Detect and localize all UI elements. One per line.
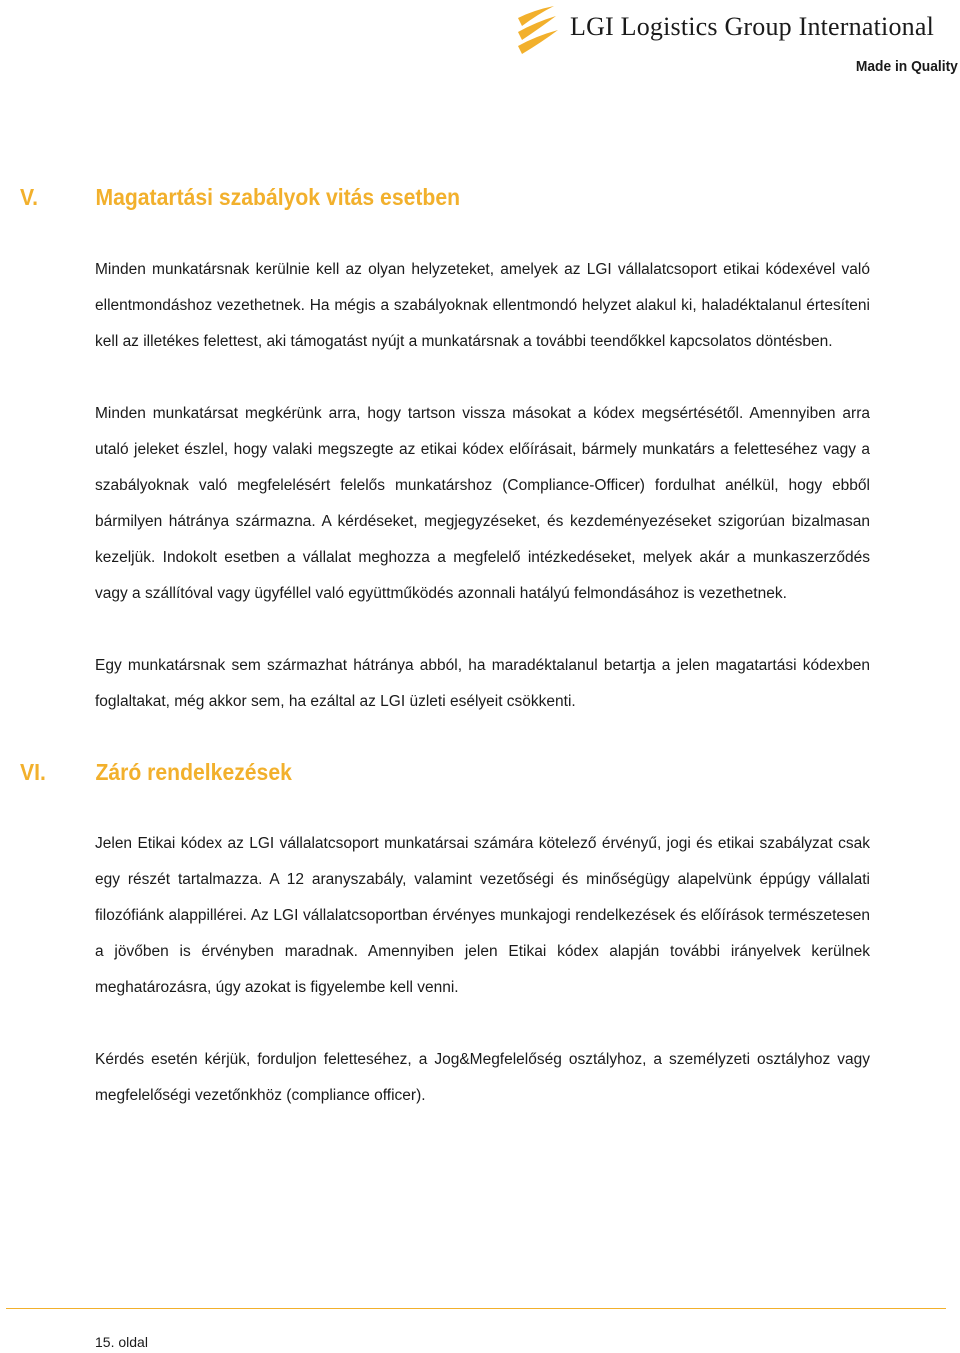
page-number: 15. oldal — [95, 1334, 148, 1350]
section-v-number: V. — [20, 184, 39, 210]
lgi-swoosh-logo-icon — [514, 4, 560, 56]
footer-divider — [6, 1308, 946, 1309]
section-v-paragraph-1: Minden munkatársnak kerülnie kell az olyan helyzeteket, amelyek az LGI vállalatcsoport etikai kódexével való ellentmondáshoz vezethetnek. Ha mégis a szabályoknak ellentmondó helyzet alakul ki, haladéktalanul értesíteni kell az illetékes felettest, aki támogatást nyújt a munkatársnak a további teendőkkel kapcsolatos döntésben. — [95, 261, 870, 350]
section-vi-title: Záró rendelkezések — [95, 759, 292, 785]
section-v-heading — [20, 184, 460, 211]
section-vi-heading — [20, 759, 292, 786]
section-v-title: Magatartási szabályok vitás esetben — [95, 184, 461, 210]
section-vi-paragraph-1: Jelen Etikai kódex az LGI vállalatcsoport munkatársai számára kötelező érvényű, jogi és etikai szabályzat csak egy részét tartalmazza. A 12 aranyszabály, valamint vezetőségi és minőségügy alapelvünk éppúgy vállalati filozófiánk alappillérei. Az LGI vállalatcsoportban érvényes munkajogi rendelkezések és előírások természetesen a jövőben is érvényben maradnak. Amennyiben jelen Etikai kódex alapján további irányelvek kerülnek meghatározásra, úgy azokat is figyelembe kell venni. — [95, 835, 870, 996]
company-name: LGI Logistics Group International — [570, 12, 935, 41]
section-vi-number: VI. — [20, 759, 46, 785]
section-vi-paragraph-2: Kérdés esetén kérjük, forduljon feletteséhez, a Jog&Megfelelőség osztályhoz, a személyzeti osztályhoz vagy megfelelőségi vezetőnkhöz (compliance officer). — [95, 1051, 870, 1104]
tagline: Made in Quality — [856, 58, 958, 75]
section-v-paragraph-3: Egy munkatársnak sem származhat hátránya abból, ha maradéktalanul betartja a jelen magatartási kódexben foglaltakat, még akkor sem, ha ezáltal az LGI üzleti esélyeit csökkenti. — [95, 657, 870, 710]
section-v-paragraph-2: Minden munkatársat megkérünk arra, hogy tartson vissza másokat a kódex megsértésétől. Amennyiben arra utaló jeleket észlel, hogy valaki megszegte az etikai kódex előírásait, bármely munkatárs a feletteséhez vagy a szabályoknak való megfelelésért felelős munkatárshoz (Compliance-Officer) fordulhat anélkül, hogy ebből bármilyen hátránya származna. A kérdéseket, megjegyzéseket, és kezdeményezéseket szigorúan bizalmasan kezeljük. Indokolt esetben a vállalat meghozza a megfelelő intézkedéseket, melyek akár a munkaszerződés vagy a szállítóval vagy ügyféllel való együttműködés azonnali hatályú felmondásához is vezethetnek. — [95, 405, 870, 602]
page-header — [0, 0, 960, 90]
